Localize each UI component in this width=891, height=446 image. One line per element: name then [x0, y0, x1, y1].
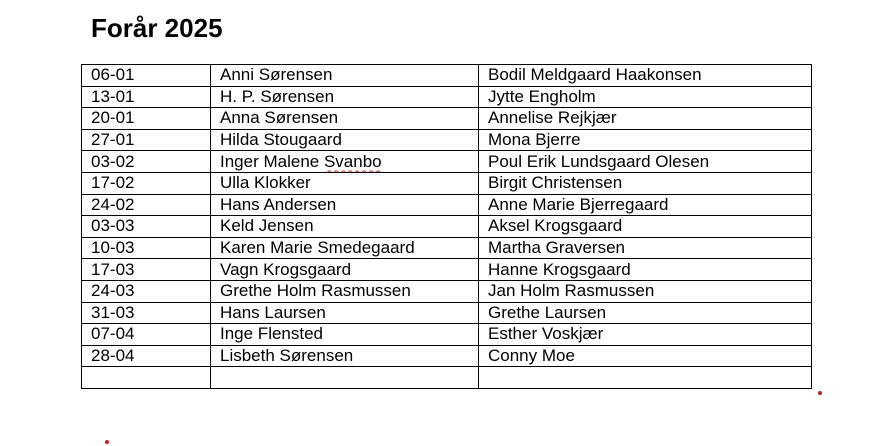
name-cell-first[interactable]: Inge Flensted: [211, 324, 479, 346]
name-cell-first[interactable]: Hans Laursen: [211, 302, 479, 324]
spellcheck-flagged-word[interactable]: Svanbo: [323, 151, 382, 171]
table-row: [82, 86, 812, 108]
name-cell-first[interactable]: Vagn Krogsgaard: [211, 259, 479, 281]
name-cell-first[interactable]: Ulla Klokker: [211, 172, 479, 194]
name-cell-first[interactable]: [211, 367, 479, 389]
name-cell-second[interactable]: Jan Holm Rasmussen: [479, 280, 812, 302]
date-cell[interactable]: 31-03: [82, 302, 211, 324]
name-cell-second[interactable]: Bodil Meldgaard Haakonsen: [479, 65, 812, 87]
table-row: [82, 172, 812, 194]
name-cell-second[interactable]: Hanne Krogsgaard: [479, 259, 812, 281]
table-row: [82, 324, 812, 346]
table-row: [82, 65, 812, 87]
table-row-empty: [82, 367, 812, 389]
name-cell-second[interactable]: Esther Voskjær: [479, 324, 812, 346]
name-cell-second[interactable]: Jytte Engholm: [479, 86, 812, 108]
name-cell-second[interactable]: Aksel Krogsgaard: [479, 216, 812, 238]
table-row: [82, 237, 812, 259]
name-cell-second[interactable]: Poul Erik Lundsgaard Olesen: [479, 151, 812, 173]
name-cell-second[interactable]: Grethe Laursen: [479, 302, 812, 324]
name-cell-second[interactable]: Martha Graversen: [479, 237, 812, 259]
date-cell[interactable]: 07-04: [82, 324, 211, 346]
date-cell[interactable]: 06-01: [82, 65, 211, 87]
table-row: [82, 129, 812, 151]
name-cell-first[interactable]: Keld Jensen: [211, 216, 479, 238]
table-row: [82, 259, 812, 281]
schedule-table: [81, 64, 812, 389]
table-row: [82, 216, 812, 238]
date-cell[interactable]: 17-02: [82, 172, 211, 194]
name-cell-first[interactable]: [211, 151, 479, 173]
date-cell[interactable]: 13-01: [82, 86, 211, 108]
date-cell[interactable]: 28-04: [82, 345, 211, 367]
date-cell[interactable]: [82, 367, 211, 389]
date-cell[interactable]: 17-03: [82, 259, 211, 281]
name-cell-second[interactable]: Anne Marie Bjerregaard: [479, 194, 812, 216]
name-cell-first[interactable]: Hilda Stougaard: [211, 129, 479, 151]
name-cell-first[interactable]: H. P. Sørensen: [211, 86, 479, 108]
date-cell[interactable]: 24-02: [82, 194, 211, 216]
date-cell[interactable]: 20-01: [82, 108, 211, 130]
name-text: Inger Malene: [220, 151, 324, 171]
table-row: [82, 108, 812, 130]
table-row: [82, 194, 812, 216]
marker-dot: [105, 440, 109, 444]
name-cell-second[interactable]: Conny Moe: [479, 345, 812, 367]
table-row: [82, 302, 812, 324]
name-cell-second[interactable]: Birgit Christensen: [479, 172, 812, 194]
date-cell[interactable]: 24-03: [82, 280, 211, 302]
table-row: [82, 280, 812, 302]
table-row: [82, 151, 812, 173]
table-row: [82, 345, 812, 367]
name-cell-first[interactable]: Hans Andersen: [211, 194, 479, 216]
name-cell-first[interactable]: Grethe Holm Rasmussen: [211, 280, 479, 302]
date-cell[interactable]: 03-02: [82, 151, 211, 173]
name-cell-first[interactable]: Lisbeth Sørensen: [211, 345, 479, 367]
marker-dot: [818, 391, 822, 395]
name-cell-second[interactable]: Mona Bjerre: [479, 129, 812, 151]
name-cell-second[interactable]: Annelise Rejkjær: [479, 108, 812, 130]
name-cell-first[interactable]: Anna Sørensen: [211, 108, 479, 130]
name-cell-first[interactable]: Anni Sørensen: [211, 65, 479, 87]
date-cell[interactable]: 27-01: [82, 129, 211, 151]
page-title: Forår 2025: [91, 13, 223, 43]
date-cell[interactable]: 10-03: [82, 237, 211, 259]
name-cell-first[interactable]: Karen Marie Smedegaard: [211, 237, 479, 259]
date-cell[interactable]: 03-03: [82, 216, 211, 238]
name-cell-second[interactable]: [479, 367, 812, 389]
